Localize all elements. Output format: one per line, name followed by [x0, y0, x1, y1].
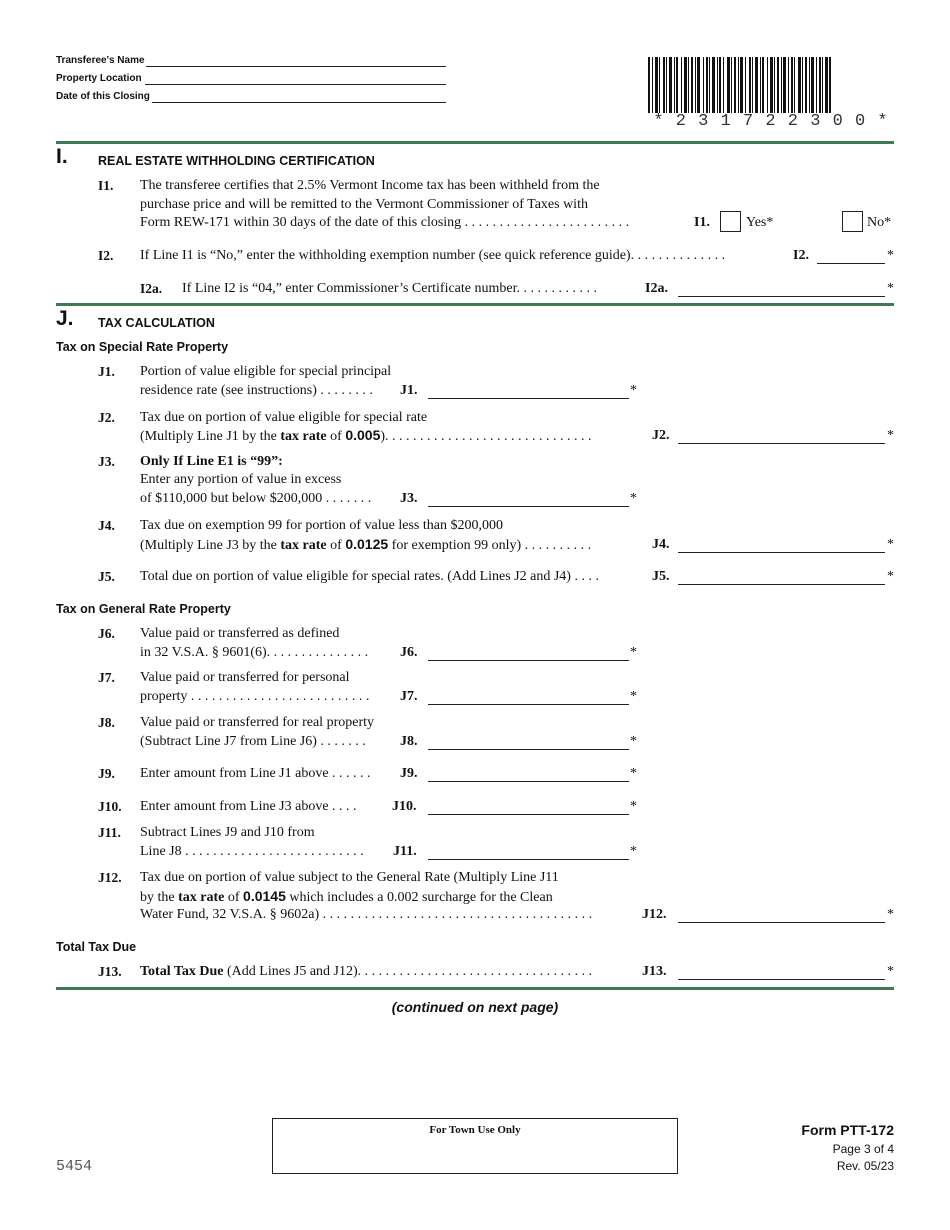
line-j10-tag: J10. — [392, 799, 417, 814]
required-asterisk: * — [630, 766, 637, 781]
no-checkbox[interactable] — [842, 211, 863, 232]
line-j4-field[interactable] — [678, 552, 885, 553]
line-j12-text: Tax due on portion of value subject to the General Rate (Multiply Line J11 — [140, 870, 559, 885]
line-j12-text: by the tax rate of 0.0145 which includes a 0.002 surcharge for the Clean — [140, 888, 553, 905]
town-use-box — [272, 1118, 678, 1174]
yes-label: Yes* — [746, 215, 774, 230]
line-i1-text: purchase price and will be remitted to the Vermont Commissioner of Taxes with — [140, 197, 588, 212]
line-j5-number: J5. — [98, 569, 115, 584]
line-j6-tag: J6. — [400, 645, 418, 660]
line-j2-tag: J2. — [652, 428, 670, 443]
line-j2-text: (Multiply Line J1 by the tax rate of 0.005). . . . . . . . . . . . . . . . . . . . . . . . . . . . . . — [140, 427, 592, 444]
line-i1-text: The transferee certifies that 2.5% Vermont Income tax has been withheld from the — [140, 178, 600, 193]
line-i2a-tag: I2a. — [645, 281, 668, 296]
section-divider — [56, 987, 894, 990]
line-j12-text: Water Fund, 32 V.S.A. § 9602a) . . . . . . . . . . . . . . . . . . . . . . . . . . . . . . . . . . . . . . . — [140, 907, 593, 922]
line-j2-text: Tax due on portion of value eligible for special rate — [140, 410, 428, 425]
line-j8-field[interactable] — [428, 749, 629, 750]
section-j-letter: J. — [56, 307, 74, 330]
line-j11-field[interactable] — [428, 859, 629, 860]
line-j4-text: (Multiply Line J3 by the tax rate of 0.0125 for exemption 99 only) . . . . . . . . . . — [140, 536, 592, 553]
line-j10-text: Enter amount from Line J3 above . . . . — [140, 799, 357, 814]
line-j13-number: J13. — [98, 964, 122, 979]
line-j12-field[interactable] — [678, 922, 885, 923]
line-j8-tag: J8. — [400, 734, 418, 749]
line-j11-text: Subtract Lines J9 and J10 from — [140, 825, 315, 840]
line-i1-text: Form REW-171 within 30 days of the date of this closing . . . . . . . . . . . . . . . . . . . . . . . . — [140, 215, 630, 230]
line-j6-text: in 32 V.S.A. § 9601(6). . . . . . . . . . . . . . . — [140, 645, 369, 660]
line-j4-text: Tax due on exemption 99 for portion of value less than $200,000 — [140, 518, 503, 533]
line-j6-text: Value paid or transferred as defined — [140, 626, 340, 641]
line-j9-number: J9. — [98, 766, 115, 781]
line-j9-tag: J9. — [400, 766, 418, 781]
line-j1-text: Portion of value eligible for special principal — [140, 364, 392, 379]
line-i1-tag: I1. — [694, 215, 710, 230]
yes-checkbox[interactable] — [720, 211, 741, 232]
line-j10-number: J10. — [98, 799, 122, 814]
required-asterisk: * — [887, 569, 894, 584]
required-asterisk: * — [630, 491, 637, 506]
required-asterisk: * — [630, 844, 637, 859]
tax-rate-value: 0.0145 — [243, 888, 286, 904]
required-asterisk: * — [630, 799, 637, 814]
revision-date: Rev. 05/23 — [836, 1159, 894, 1173]
transferee-name-label: Transferee's Name — [56, 55, 145, 66]
line-j6-number: J6. — [98, 626, 115, 641]
line-j1-tag: J1. — [400, 383, 418, 398]
line-j11-text: Line J8 . . . . . . . . . . . . . . . . . . . . . . . . . . — [140, 844, 364, 859]
line-j5-tag: J5. — [652, 569, 670, 584]
line-j9-text: Enter amount from Line J1 above . . . . . . — [140, 766, 371, 781]
continued-note: (continued on next page) — [391, 999, 559, 1015]
line-j7-text: Value paid or transferred for personal — [140, 670, 350, 685]
line-j1-text: residence rate (see instructions) . . . . . . . . — [140, 383, 373, 398]
required-asterisk: * — [630, 689, 637, 704]
town-use-label: For Town Use Only — [429, 1124, 521, 1136]
line-j13-tag: J13. — [642, 964, 667, 979]
line-j1-field[interactable] — [428, 398, 629, 399]
line-j11-tag: J11. — [393, 844, 417, 859]
line-j3-condition: Only If Line E1 is “99”: — [140, 454, 283, 469]
general-rate-subtitle: Tax on General Rate Property — [56, 602, 231, 616]
line-j3-field[interactable] — [428, 506, 629, 507]
line-j3-tag: J3. — [400, 491, 418, 506]
line-i2-text: If Line I1 is “No,” enter the withholding exemption number (see quick reference guide). . . . . . . . . . . . . . — [140, 248, 726, 263]
line-j3-number: J3. — [98, 454, 115, 469]
line-j4-number: J4. — [98, 518, 115, 533]
section-i-title: REAL ESTATE WITHHOLDING CERTIFICATION — [98, 154, 375, 168]
line-j10-field[interactable] — [428, 814, 629, 815]
closing-date-label: Date of this Closing — [56, 91, 150, 102]
section-j-title: TAX CALCULATION — [98, 316, 215, 330]
section-i-letter: I. — [56, 145, 68, 168]
property-location-field[interactable] — [145, 84, 446, 85]
line-i2-field[interactable] — [817, 263, 885, 264]
barcode-number: * 2 3 1 7 2 2 3 0 0 * — [653, 112, 889, 131]
required-asterisk: * — [630, 645, 637, 660]
barcode — [648, 57, 894, 113]
required-asterisk: * — [630, 734, 637, 749]
form-code: 5454 — [56, 1158, 93, 1175]
closing-date-field[interactable] — [152, 102, 446, 103]
required-asterisk: * — [887, 964, 894, 979]
line-j2-field[interactable] — [678, 443, 885, 444]
tax-rate-value: 0.0125 — [345, 536, 389, 552]
line-i2-tag: I2. — [793, 248, 809, 263]
line-j2-number: J2. — [98, 410, 115, 425]
line-j13-text: Total Tax Due (Add Lines J5 and J12). . . . . . . . . . . . . . . . . . . . . . . . . . . . . . . . . . — [140, 964, 593, 979]
required-asterisk: * — [887, 281, 894, 296]
line-j11-number: J11. — [98, 825, 121, 840]
line-i1-number: I1. — [98, 178, 114, 193]
required-asterisk: * — [630, 383, 637, 398]
line-i2a-field[interactable] — [678, 296, 885, 297]
required-asterisk: * — [887, 248, 894, 263]
line-i2a-text: If Line I2 is “04,” enter Commissioner’s Certificate number. . . . . . . . . . . . — [182, 281, 597, 296]
line-j12-number: J12. — [98, 870, 122, 885]
line-j7-number: J7. — [98, 670, 115, 685]
line-i2a-number: I2a. — [140, 281, 163, 296]
required-asterisk: * — [887, 428, 894, 443]
line-j12-tag: J12. — [642, 907, 667, 922]
line-j5-text: Total due on portion of value eligible for special rates. (Add Lines J2 and J4) . . . . — [140, 569, 599, 584]
line-j3-text: Enter any portion of value in excess — [140, 472, 342, 487]
line-j6-field[interactable] — [428, 660, 629, 661]
transferee-name-field[interactable] — [146, 66, 446, 67]
line-j9-field[interactable] — [428, 781, 629, 782]
page-number: Page 3 of 4 — [832, 1142, 894, 1156]
line-j3-text: of $110,000 but below $200,000 . . . . . . . — [140, 491, 372, 506]
form-name: Form PTT-172 — [801, 1122, 894, 1138]
required-asterisk: * — [887, 907, 894, 922]
line-j7-field[interactable] — [428, 704, 629, 705]
special-rate-subtitle: Tax on Special Rate Property — [56, 340, 229, 354]
no-label: No* — [867, 215, 892, 230]
section-divider — [56, 303, 894, 306]
line-j13-field[interactable] — [678, 979, 885, 980]
line-j5-field[interactable] — [678, 584, 885, 585]
line-j8-number: J8. — [98, 715, 115, 730]
line-i2-number: I2. — [98, 248, 114, 263]
tax-rate-value: 0.005 — [345, 427, 381, 443]
line-j8-text: (Subtract Line J7 from Line J6) . . . . . . . — [140, 734, 366, 749]
line-j4-tag: J4. — [652, 537, 670, 552]
line-j7-tag: J7. — [400, 689, 418, 704]
property-location-label: Property Location — [56, 73, 142, 84]
section-divider — [56, 141, 894, 144]
required-asterisk: * — [887, 537, 894, 552]
line-j1-number: J1. — [98, 364, 115, 379]
total-tax-subtitle: Total Tax Due — [56, 940, 137, 954]
line-j7-text: property . . . . . . . . . . . . . . . . . . . . . . . . . . — [140, 689, 370, 704]
line-j8-text: Value paid or transferred for real property — [140, 715, 375, 730]
